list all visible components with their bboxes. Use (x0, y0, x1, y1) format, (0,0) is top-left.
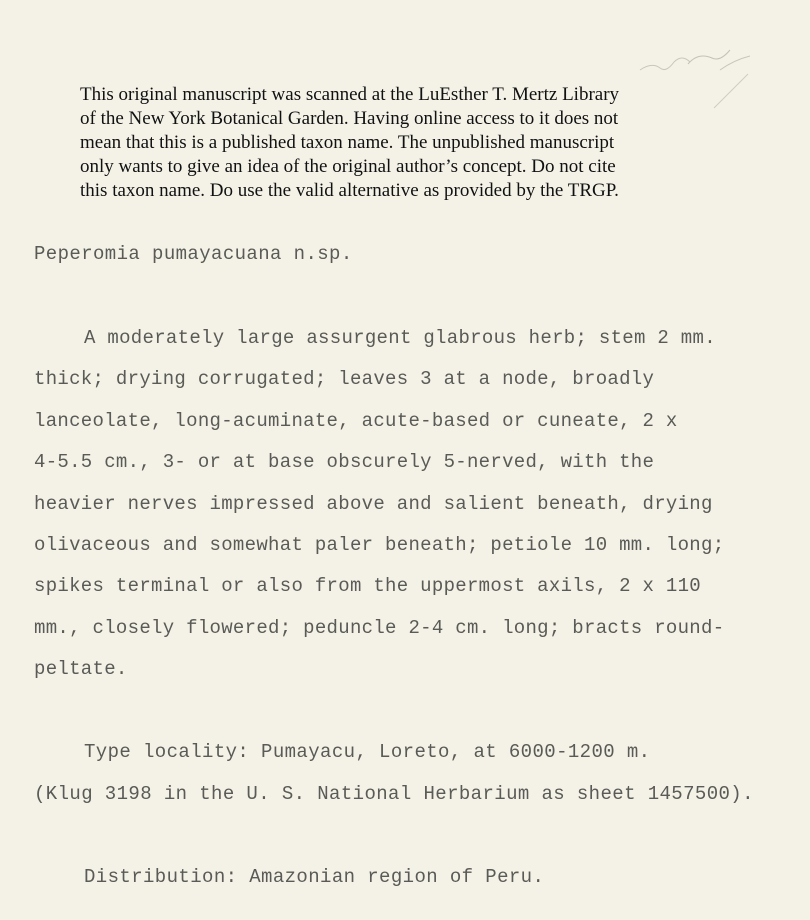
notice-line: this taxon name. Do use the valid alternative as provided by the TRGP. (80, 180, 619, 201)
description-line: A moderately large assurgent glabrous herb; stem 2 mm. (84, 327, 716, 349)
description-line: olivaceous and somewhat paler beneath; petiole 10 mm. long; (34, 533, 725, 556)
species-title: Peperomia pumayacuana n.sp. (34, 243, 353, 265)
description-line: thick; drying corrugated; leaves 3 at a node, broadly (34, 368, 655, 391)
species-description (34, 326, 794, 699)
notice-line: only wants to give an idea of the original author’s concept. Do not cite (80, 156, 616, 177)
description-line: spikes terminal or also from the uppermost axils, 2 x 110 (34, 575, 702, 598)
description-line: peltate. (34, 658, 128, 681)
notice-line: This original manuscript was scanned at the LuEsther T. Mertz Library (80, 84, 620, 105)
herbarium-reference-line: (Klug 3198 in the U. S. National Herbarium as sheet 1457500). (34, 783, 754, 805)
type-locality-line: Type locality: Pumayacu, Loreto, at 6000-1200 m. (84, 741, 651, 763)
library-notice (80, 83, 720, 203)
distribution-line: Distribution: Amazonian region of Peru. (84, 866, 545, 888)
notice-line: mean that this is a published taxon name. The unpublished manuscript (80, 132, 615, 153)
description-line: lanceolate, long-acuminate, acute-based or cuneate, 2 x (34, 409, 678, 432)
description-line: heavier nerves impressed above and salient beneath, drying (34, 492, 713, 515)
description-line: mm., closely flowered; peduncle 2-4 cm. long; bracts round- (34, 616, 725, 639)
description-line: 4-5.5 cm., 3- or at base obscurely 5-nerved, with the (34, 451, 655, 474)
notice-line: of the New York Botanical Garden. Having online access to it does not (80, 108, 619, 129)
